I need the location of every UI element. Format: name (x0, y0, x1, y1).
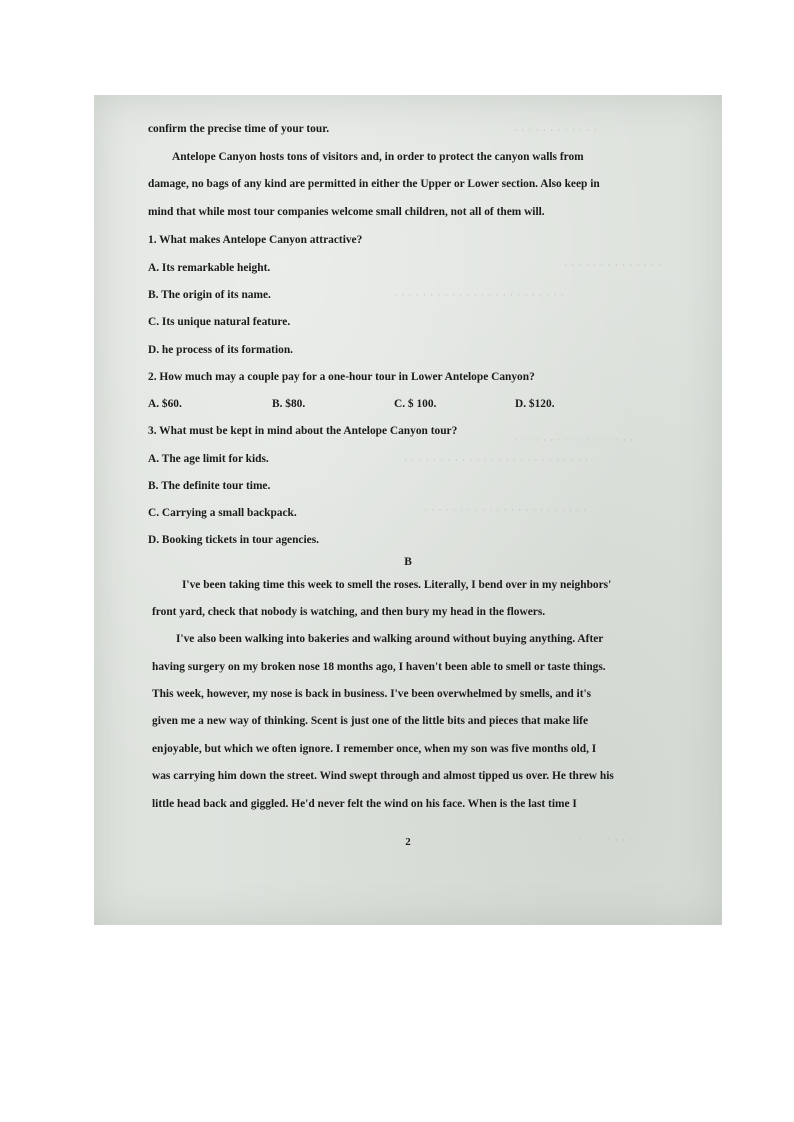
passage-line: mind that while most tour companies welcome small children, not all of them will. (148, 206, 545, 218)
question-stem: 3. What must be kept in mind about the Antelope Canyon tour? (148, 425, 458, 437)
question-option: C. Its unique natural feature. (148, 316, 291, 328)
passage-line: damage, no bags of any kind are permitted in either the Upper or Lower section. Also keep in (148, 178, 600, 190)
section-heading: B (404, 556, 412, 568)
question-option: C. Carrying a small backpack. (148, 507, 297, 519)
question-option: B. $80. (272, 398, 306, 410)
question-option: B. The definite tour time. (148, 480, 271, 492)
question-option: D. Booking tickets in tour agencies. (148, 534, 319, 546)
bleed-through-text: · · · · · · · · · · · · · · · · · · · · · · · · · · (404, 455, 590, 465)
passage-line: confirm the precise time of your tour. (148, 123, 330, 135)
bleed-through-text: · · · · · · · · · · · · · · (564, 260, 663, 270)
question-option: C. $ 100. (394, 398, 437, 410)
question-option: D. he process of its formation. (148, 344, 294, 356)
question-stem: 2. How much may a couple pay for a one-hour tour in Lower Antelope Canyon? (148, 371, 535, 383)
passage-line: given me a new way of thinking. Scent is just one of the little bits and pieces that make life (152, 715, 588, 727)
question-option: A. The age limit for kids. (148, 453, 269, 465)
passage-line: I've been taking time this week to smell the roses. Literally, I bend over in my neighbors' (182, 579, 612, 591)
passage-line: This week, however, my nose is back in business. I've been overwhelmed by smells, and it's (152, 688, 592, 700)
scanned-page (94, 95, 722, 925)
bleed-through-text: · · · · · · · · · · · · · · · · · (514, 435, 634, 445)
page-number: 2 (405, 836, 411, 848)
passage-line: was carrying him down the street. Wind swept through and almost tipped us over. He threw his (152, 770, 614, 782)
question-stem: 1. What makes Antelope Canyon attractive? (148, 234, 363, 246)
passage-line: front yard, check that nobody is watching, and then bury my head in the flowers. (152, 606, 546, 618)
question-option: D. $120. (515, 398, 555, 410)
passage-line: enjoyable, but which we often ignore. I remember once, when my son was five months old, I (152, 743, 597, 755)
bleed-through-text: · · · · · · · · · · · · · · · · · · · · · · · (424, 505, 588, 515)
passage-line: having surgery on my broken nose 18 months ago, I haven't been able to smell or taste things. (152, 661, 606, 673)
question-option: A. $60. (148, 398, 182, 410)
question-option: B. The origin of its name. (148, 289, 271, 301)
question-option: A. Its remarkable height. (148, 262, 271, 274)
passage-line: I've also been walking into bakeries and walking around without buying anything. After (176, 633, 604, 645)
bleed-through-text: · · · · · · · · · · · · (514, 125, 598, 135)
bleed-through-text: · · · · · · · · · · · (564, 835, 641, 845)
bleed-through-text: · · · · · · · · · · · · · · · · · · · · · · · · (394, 290, 565, 300)
passage-line: little head back and giggled. He'd never felt the wind on his face. When is the last time I (152, 798, 577, 810)
passage-line: Antelope Canyon hosts tons of visitors and, in order to protect the canyon walls from (172, 151, 584, 163)
